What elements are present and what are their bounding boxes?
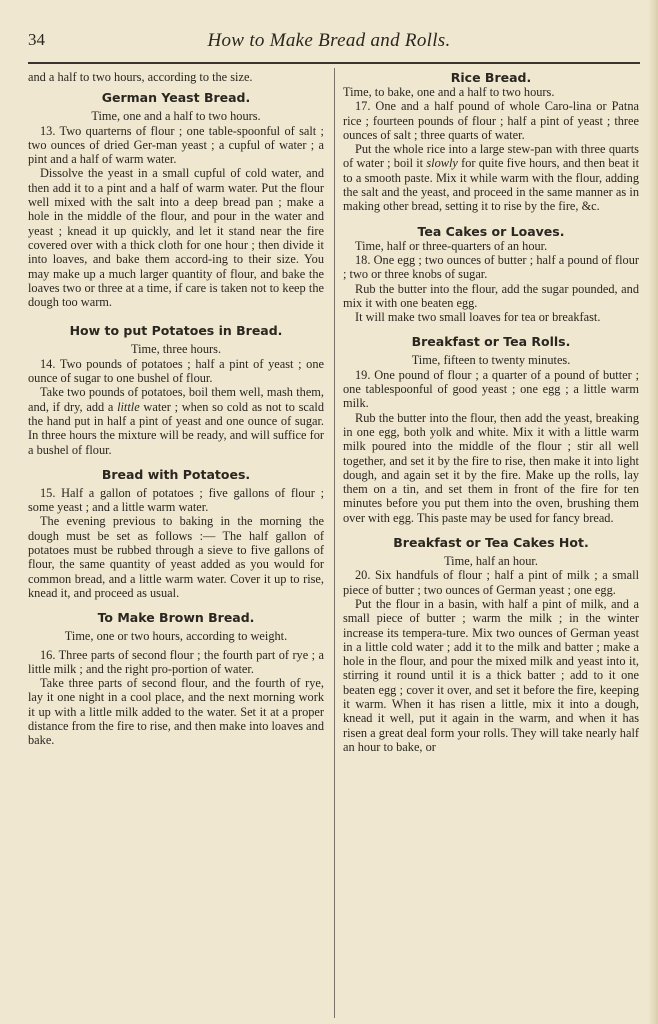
tea-cakes-ingredients: 18. One egg ; two ounces of butter ; half a pound of flour ; two or three knobs of sugar. xyxy=(343,252,639,282)
column-divider xyxy=(334,68,335,1018)
rolls-ingredients: 19. One pound of flour ; a quarter of a pound of butter ; one tablespoonful of good yeast ; one egg ; a little warm milk. xyxy=(343,367,639,411)
german-time: Time, one and a half to two hours. xyxy=(91,109,261,124)
page-edge-shadow xyxy=(648,0,658,1024)
intro-text: and a half to two hours, according to the size. xyxy=(28,70,253,84)
tea-cakes-note: It will make two small loaves for tea or breakfast. xyxy=(355,310,601,325)
tea-cakes-time: Time, half or three-quarters of an hour. xyxy=(355,238,548,253)
heading-hot-tea-cakes: Breakfast or Tea Cakes Hot. xyxy=(393,535,589,551)
potatoes-time: Time, three hours. xyxy=(130,342,222,357)
potatoes-ingredients: 14. Two pounds of potatoes ; half a pint of yeast ; one ounce of sugar to one bushel of flour. xyxy=(28,356,324,386)
rice-ingredients: 17. One and a half pound of whole Caro-lina or Patna rice ; fourteen pounds of flour ; half a pint of yeast ; three ounces of salt ; three quarts of water. xyxy=(343,99,639,142)
hot-cakes-time: Time, half an hour. xyxy=(444,554,538,569)
right-column xyxy=(343,70,639,754)
header-rule xyxy=(28,62,640,64)
tea-cakes-method: Rub the butter into the flour, add the sugar pounded, and mix it with one beaten egg. xyxy=(343,281,639,310)
heading-potatoes-in-bread: How to put Potatoes in Bread. xyxy=(69,323,283,339)
bread-potatoes-ingredients: 15. Half a gallon of potatoes ; five gallons of flour ; some yeast ; and a little warm water. xyxy=(28,485,324,515)
bread-potatoes-method: The evening previous to baking in the morning the dough must be set as follows :— The half gallon of potatoes must be rubbed through a sieve to five gallons of flour, the same quantity of yeast added as you would for common bread, and a little warm water. Cover it up to rise, knead it, and proceed as usual. xyxy=(28,514,324,600)
heading-tea-cakes: Tea Cakes or Loaves. xyxy=(417,223,565,239)
brown-ingredients: 16. Three parts of second flour ; the fourth part of rye ; a little milk ; and the right pro-portion of water. xyxy=(28,647,324,676)
heading-brown-bread: To Make Brown Bread. xyxy=(97,610,255,626)
left-column xyxy=(28,70,324,748)
heading-german-yeast-bread: German Yeast Bread. xyxy=(101,90,251,106)
page-number: 34 xyxy=(28,30,45,49)
heading-bread-with-potatoes: Bread with Potatoes. xyxy=(101,466,251,482)
potatoes-method: Take two pounds of potatoes, boil them well, mash them, and, if dry, add a little water ; when so cold as not to scald the hand put in half a pint of yeast and one ounce of sugar. In three hours the mixture will be ready, and will suffice for a bushel of flour. xyxy=(28,385,324,457)
hot-cakes-method: Put the flour in a basin, with half a pint of milk, and a small piece of butter ; warm the milk ; in the winter increase its tempera-ture. Mix two ounces of German yeast in a little cold water ; add it to the milk and batter ; make a hole in the flour, and pour the mixed milk and yeast into it, stirring it round until it is a thick batter ; add to it one beaten egg ; cover it over, and set it before the fire, keeping it warm. When it has risen a little, mix it into a dough, knead it well, put it again in the warm, and when it has risen a great deal form your rolls. They will take nearly half an hour to bake, or xyxy=(343,596,639,754)
rice-time: Time, to bake, one and a half to two hours. xyxy=(343,85,555,99)
rice-method: Put the whole rice into a large stew-pan with three quarts of water ; boil it slowly for quite five hours, and then beat it to a smooth paste. Mix it while warm with the flour, adding the salt and the yeast, and proceed in the same manner as in making other bread, setting it to rise by the fire, &c. xyxy=(343,142,639,214)
german-ingredients: 13. Two quarterns of flour ; one table-spoonful of salt ; two ounces of dried Ger-man yeast ; a cupful of water ; a pint and a half of warm water. xyxy=(28,123,324,167)
brown-time: Time, one or two hours, according to weight. xyxy=(64,629,288,644)
brown-method: Take three parts of second flour, and the fourth of rye, lay it one night in a cool place, and the next morning work it up with a little milk added to the water. Set it at a proper distance from the fire to rise, and then make into loaves and bake. xyxy=(28,676,324,748)
rolls-method: Rub the butter into the flour, then add the yeast, breaking in one egg, both yolk and white. Mix it with a little warm milk poured into the middle of the flour ; stir all well together, and set it by the fire to rise, then make it into light dough, and again set it by the fire. Make up the rolls, lay them on a tin, and set them in front of the fire for ten minutes before you put them into the oven, brushing them over with egg. This paste may be used for fancy bread. xyxy=(343,410,639,525)
heading-rice-bread: Rice Bread. xyxy=(450,70,532,85)
running-title: How to Make Bread and Rolls. xyxy=(207,30,451,51)
heading-breakfast-rolls: Breakfast or Tea Rolls. xyxy=(411,334,571,350)
german-method: Dissolve the yeast in a small cupful of cold water, and then add it to a pint and a half of warm water. Put the flour well mixed with the salt into a deep bread pan ; make a hole in the middle of the flour, and pour in the water and yeast ; knead it up quickly, and let it stand near the fire covered over with a thick cloth for one hour ; then divide it into loaves, and bake them accord-ing to their size. You may make up a much larger quantity of flour, and bake the loaves two or three at a time, if care is taken not to keep the dough too warm. xyxy=(28,166,324,310)
hot-cakes-ingredients: 20. Six handfuls of flour ; half a pint of milk ; a small piece of butter ; two ounces of German yeast ; one egg. xyxy=(343,568,639,597)
rolls-time: Time, fifteen to twenty minutes. xyxy=(411,353,571,368)
